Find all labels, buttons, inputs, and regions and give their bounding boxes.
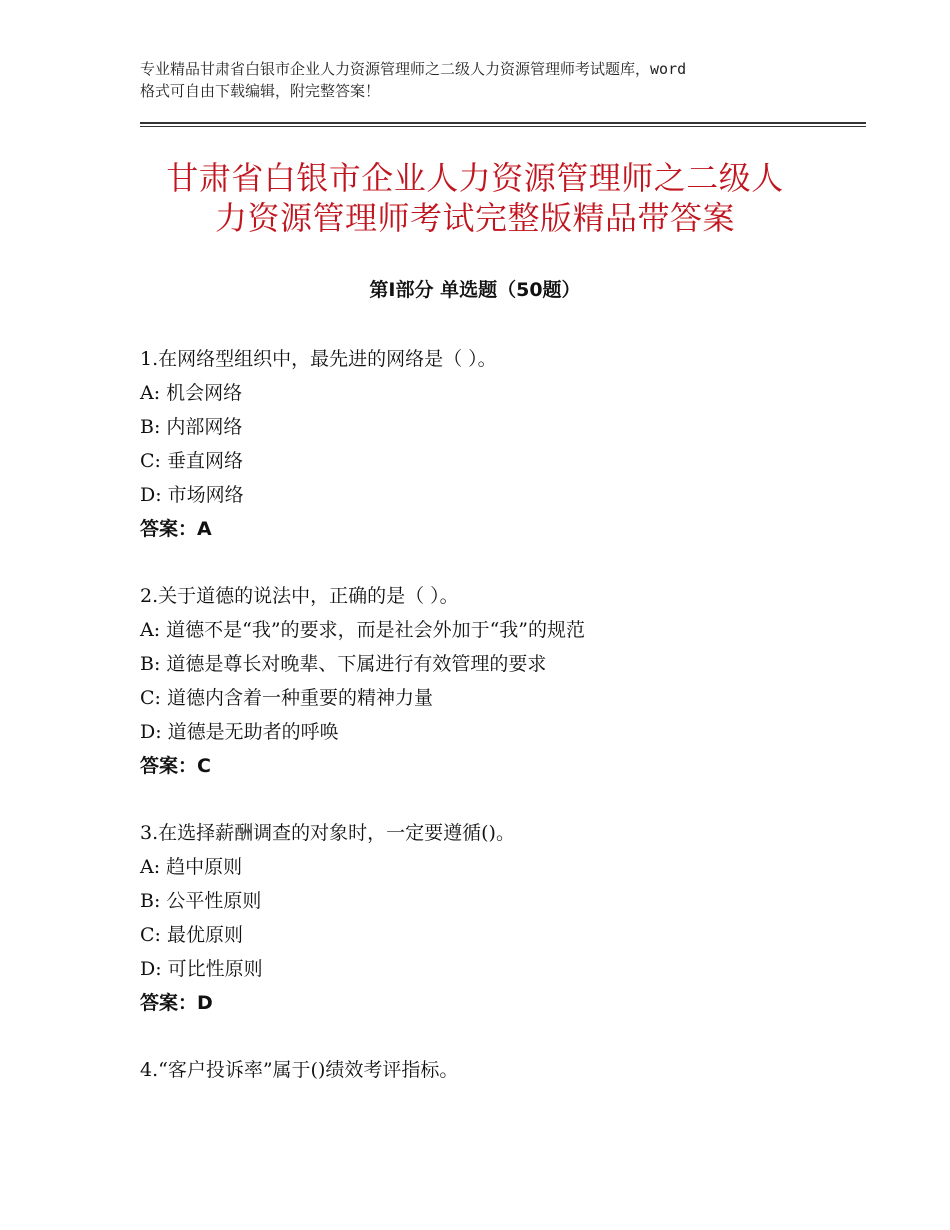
option-d: D: 市场网络 (140, 484, 244, 506)
option-c: C: 垂直网络 (140, 450, 243, 472)
question-stem: 3.在选择薪酬调查的对象时，一定要遵循()。 (140, 822, 515, 844)
header-rule-thin (140, 126, 866, 127)
option-d: D: 道德是无助者的呼唤 (140, 721, 339, 743)
option-c: C: 道德内含着一种重要的精神力量 (140, 687, 433, 709)
answer: 答案：D (140, 992, 213, 1014)
option-a: A: 趋中原则 (140, 856, 243, 878)
header-note-line-1: 专业精品甘肃省白银市企业人力资源管理师之二级人力资源管理师考试题库，word (140, 60, 687, 78)
answer: 答案：C (140, 755, 211, 777)
section-title: 第Ⅰ部分 单选题（50题） (369, 279, 581, 301)
document-title-line-2: 力资源管理师考试完整版精品带答案 (214, 199, 735, 237)
option-b: B: 公平性原则 (140, 890, 262, 912)
option-c: C: 最优原则 (140, 924, 243, 946)
option-a: A: 机会网络 (140, 382, 243, 404)
document-title-line-1: 甘肃省白银市企业人力资源管理师之二级人 (166, 159, 784, 197)
header-rule-thick (140, 122, 866, 124)
question-stem: 4.“客户投诉率”属于()绩效考评指标。 (140, 1059, 459, 1081)
answer: 答案：A (140, 518, 212, 540)
question-stem: 2.关于道德的说法中，正确的是（ ）。 (140, 585, 459, 607)
option-a: A: 道德不是“我”的要求，而是社会外加于“我”的规范 (140, 619, 586, 641)
question-2 (140, 579, 840, 783)
option-b: B: 内部网络 (140, 416, 243, 438)
document-title (130, 158, 820, 238)
option-b: B: 道德是尊长对晚辈、下属进行有效管理的要求 (140, 653, 547, 675)
question-stem: 1.在网络型组织中，最先进的网络是（ ）。 (140, 348, 497, 370)
question-3 (140, 816, 840, 1020)
option-d: D: 可比性原则 (140, 958, 263, 980)
question-4 (140, 1053, 840, 1087)
header-note (140, 58, 830, 102)
question-list (140, 342, 840, 1120)
header-note-line-2: 格式可自由下载编辑，附完整答案！ (140, 82, 381, 100)
question-1 (140, 342, 840, 546)
